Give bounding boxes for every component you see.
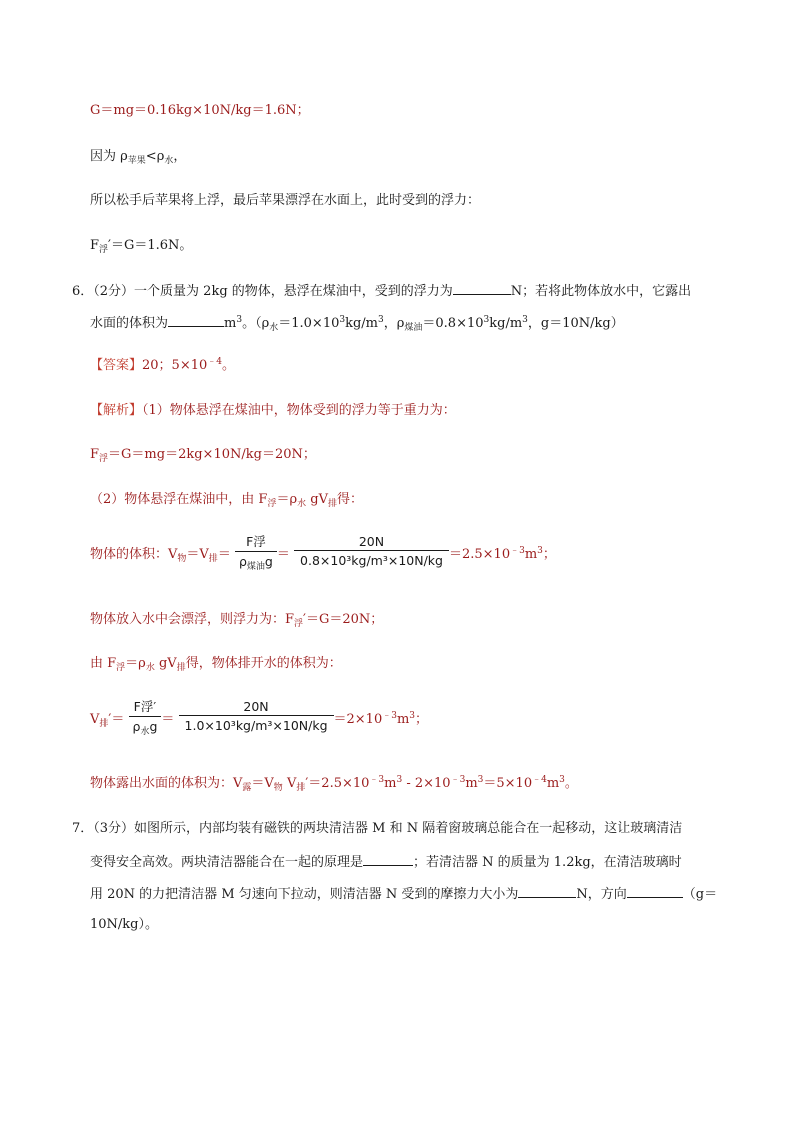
text: ＝ — [276, 547, 290, 562]
superscript: ﹣3 — [510, 546, 525, 556]
fraction-3 — [129, 697, 162, 737]
superscript: 3 — [559, 775, 565, 785]
text: ρ — [132, 719, 141, 734]
superscript: ﹣3 — [382, 711, 397, 721]
text: V — [282, 776, 297, 791]
fraction-1 — [235, 532, 277, 572]
text: ， — [173, 149, 187, 164]
text: ′＝G＝20N； — [303, 612, 384, 627]
text: （g＝ — [682, 887, 718, 902]
text: ＝ρ — [125, 656, 146, 671]
text: 由 F — [90, 656, 117, 671]
text: ＝1.0×10 — [278, 316, 340, 331]
text: 。 — [222, 358, 236, 373]
subscript: 苹果 — [127, 156, 146, 166]
subscript: 露 — [242, 783, 252, 793]
answer-label: 【答案】 — [90, 358, 143, 373]
superscript: ﹣4 — [207, 357, 222, 367]
subscript: 排 — [296, 783, 306, 793]
text: kg/m — [345, 316, 378, 331]
text: m — [384, 776, 397, 791]
text: g — [264, 554, 273, 569]
text: F — [90, 447, 100, 462]
text: （2）物体悬浮在煤油中，由 F — [90, 492, 268, 507]
question-7-line-1 — [72, 820, 682, 838]
text: ＝G＝mg＝2kg×10N/kg＝20N； — [108, 447, 316, 462]
text: N；若将此物体放水中，它露出 — [510, 284, 692, 299]
text: m — [396, 712, 410, 727]
text: （3分）如图所示，内部均装有磁铁的两块清洁器 M 和 N 隔着窗玻璃总能合在一起移动，这让玻璃清洁 — [93, 821, 683, 836]
text: 。（ρ — [242, 316, 270, 331]
text: 得： — [336, 492, 363, 507]
analysis-line-1 — [90, 402, 456, 420]
subscript: 物 — [177, 554, 187, 564]
denominator: 0.8×10³kg/m³×10N/kg — [294, 550, 449, 568]
analysis-line-buoyancy — [90, 237, 192, 256]
text: ＝ — [161, 712, 175, 727]
subscript: 煤油 — [246, 562, 265, 572]
text: 水面的体积为 — [90, 316, 169, 331]
text: ρ — [238, 554, 247, 569]
text: gV — [154, 656, 177, 671]
text: 物体的体积：V — [90, 547, 178, 562]
subscript: 浮 — [116, 663, 126, 673]
question-6-line-2 — [90, 313, 624, 334]
superscript: 3 — [537, 546, 543, 556]
denominator: 1.0×10³kg/m³×10N/kg — [179, 715, 334, 733]
superscript: ﹣3 — [450, 775, 466, 785]
superscript: 3 — [396, 775, 403, 785]
text: ； — [542, 547, 556, 562]
formula-volume — [90, 534, 556, 571]
text: m — [224, 316, 237, 331]
subscript: 排 — [176, 663, 186, 673]
answer-blank[interactable] — [627, 884, 683, 898]
text: ＝2×10 — [333, 712, 383, 727]
answer-line — [90, 357, 235, 376]
subscript: 水 — [140, 727, 150, 737]
text: ＝2.5×10 — [448, 547, 511, 562]
subscript: 排 — [99, 719, 109, 729]
subscript: 水 — [297, 499, 307, 509]
text: - 2×10 — [402, 776, 451, 791]
text: 因为 ρ — [90, 149, 128, 164]
answer-blank[interactable] — [363, 852, 413, 866]
text: （1）物体悬浮在煤油中，物体受到的浮力等于重力为： — [142, 403, 456, 418]
subscript: 煤油 — [404, 323, 423, 333]
analysis-line-weight: G＝mg＝0.16kg×10N/kg＝1.6N； — [90, 103, 310, 118]
superscript: 3 — [236, 315, 243, 325]
question-7-line-2 — [90, 852, 682, 872]
question-7-line-4: 10N/kg）。 — [90, 917, 158, 932]
question-number: 7． — [72, 821, 94, 836]
answer-blank[interactable] — [453, 281, 511, 295]
text: m — [546, 776, 560, 791]
text: N，方向 — [576, 887, 627, 902]
question-number: 6． — [72, 284, 94, 299]
superscript: ﹣4 — [532, 775, 547, 785]
analysis-line-8 — [90, 775, 578, 794]
question-7-line-3 — [90, 884, 717, 904]
superscript: 3 — [522, 315, 528, 325]
question-6-line-1 — [72, 281, 691, 301]
numerator: 20N — [243, 698, 269, 714]
text: 物体放入水中会漂浮，则浮力为：F — [90, 612, 295, 627]
analysis-line-float-up: 所以松手后苹果将上浮，最后苹果漂浮在水面上，此时受到的浮力： — [90, 193, 481, 208]
answer-text: 20；5×10 — [142, 358, 208, 373]
text: ′＝ — [108, 712, 125, 727]
text: ′＝2.5×10 — [305, 776, 370, 791]
text: V — [90, 712, 100, 727]
subscript: 浮 — [99, 454, 109, 464]
fraction-4 — [179, 699, 334, 733]
text: ，g＝10N/kg） — [527, 316, 624, 331]
text: ＝V — [251, 776, 274, 791]
superscript: 3 — [477, 775, 484, 785]
analysis-line-2 — [90, 446, 316, 465]
analysis-line-3 — [90, 491, 363, 510]
numerator: 20N — [358, 533, 385, 549]
numerator: F浮 — [246, 534, 266, 549]
text: F — [90, 238, 100, 253]
analysis-line-5 — [90, 611, 383, 630]
text: ；若清洁器 N 的质量为 1.2kg，在清洁玻璃时 — [413, 855, 682, 870]
text: 变得安全高效。两块清洁器能合在一起的原理是 — [90, 855, 364, 870]
text: ＝0.8×10 — [422, 316, 484, 331]
subscript: 浮 — [267, 499, 277, 509]
superscript: ﹣3 — [369, 775, 385, 785]
text: g — [149, 719, 158, 734]
superscript: 3 — [339, 315, 346, 325]
fraction-2 — [294, 534, 449, 568]
text: ＝ — [217, 547, 231, 562]
text: m — [465, 776, 478, 791]
answer-blank[interactable] — [168, 313, 224, 327]
superscript: 3 — [409, 711, 416, 721]
formula-displaced-volume — [90, 699, 428, 736]
subscript: 浮 — [99, 245, 109, 255]
text: 。 — [564, 776, 578, 791]
text: ； — [415, 712, 429, 727]
numerator: F浮′ — [133, 699, 157, 714]
text: gV — [306, 492, 328, 507]
text: （2分）一个质量为 2kg 的物体，悬浮在煤油中，受到的浮力为 — [93, 284, 453, 299]
subscript: 排 — [208, 554, 218, 564]
subscript: 物 — [273, 783, 283, 793]
text: kg/m — [489, 316, 523, 331]
text: ＝5×10 — [483, 776, 533, 791]
text: 物体露出水面的体积为：V — [90, 776, 243, 791]
text: <ρ — [145, 149, 165, 164]
subscript: 水 — [164, 156, 174, 166]
analysis-line-6 — [90, 655, 342, 674]
answer-blank[interactable] — [518, 884, 576, 898]
text: 用 20N 的力把清洁器 M 匀速向下拉动，则清洁器 N 受到的摩擦力大小为 — [90, 887, 519, 902]
text: ，ρ — [383, 316, 405, 331]
superscript: 3 — [483, 315, 490, 325]
subscript: 排 — [327, 499, 337, 509]
text: m — [524, 547, 538, 562]
superscript: 3 — [378, 315, 384, 325]
text: ＝ρ — [276, 492, 298, 507]
text: ＝V — [186, 547, 209, 562]
analysis-line-density-compare — [90, 148, 186, 167]
subscript: 浮 — [294, 619, 304, 629]
text: ′＝G＝1.6N。 — [108, 238, 193, 253]
subscript: 水 — [145, 663, 155, 673]
subscript: 水 — [269, 323, 279, 333]
text: 得，物体排开水的体积为： — [185, 656, 342, 671]
analysis-label: 【解析】 — [90, 403, 143, 418]
